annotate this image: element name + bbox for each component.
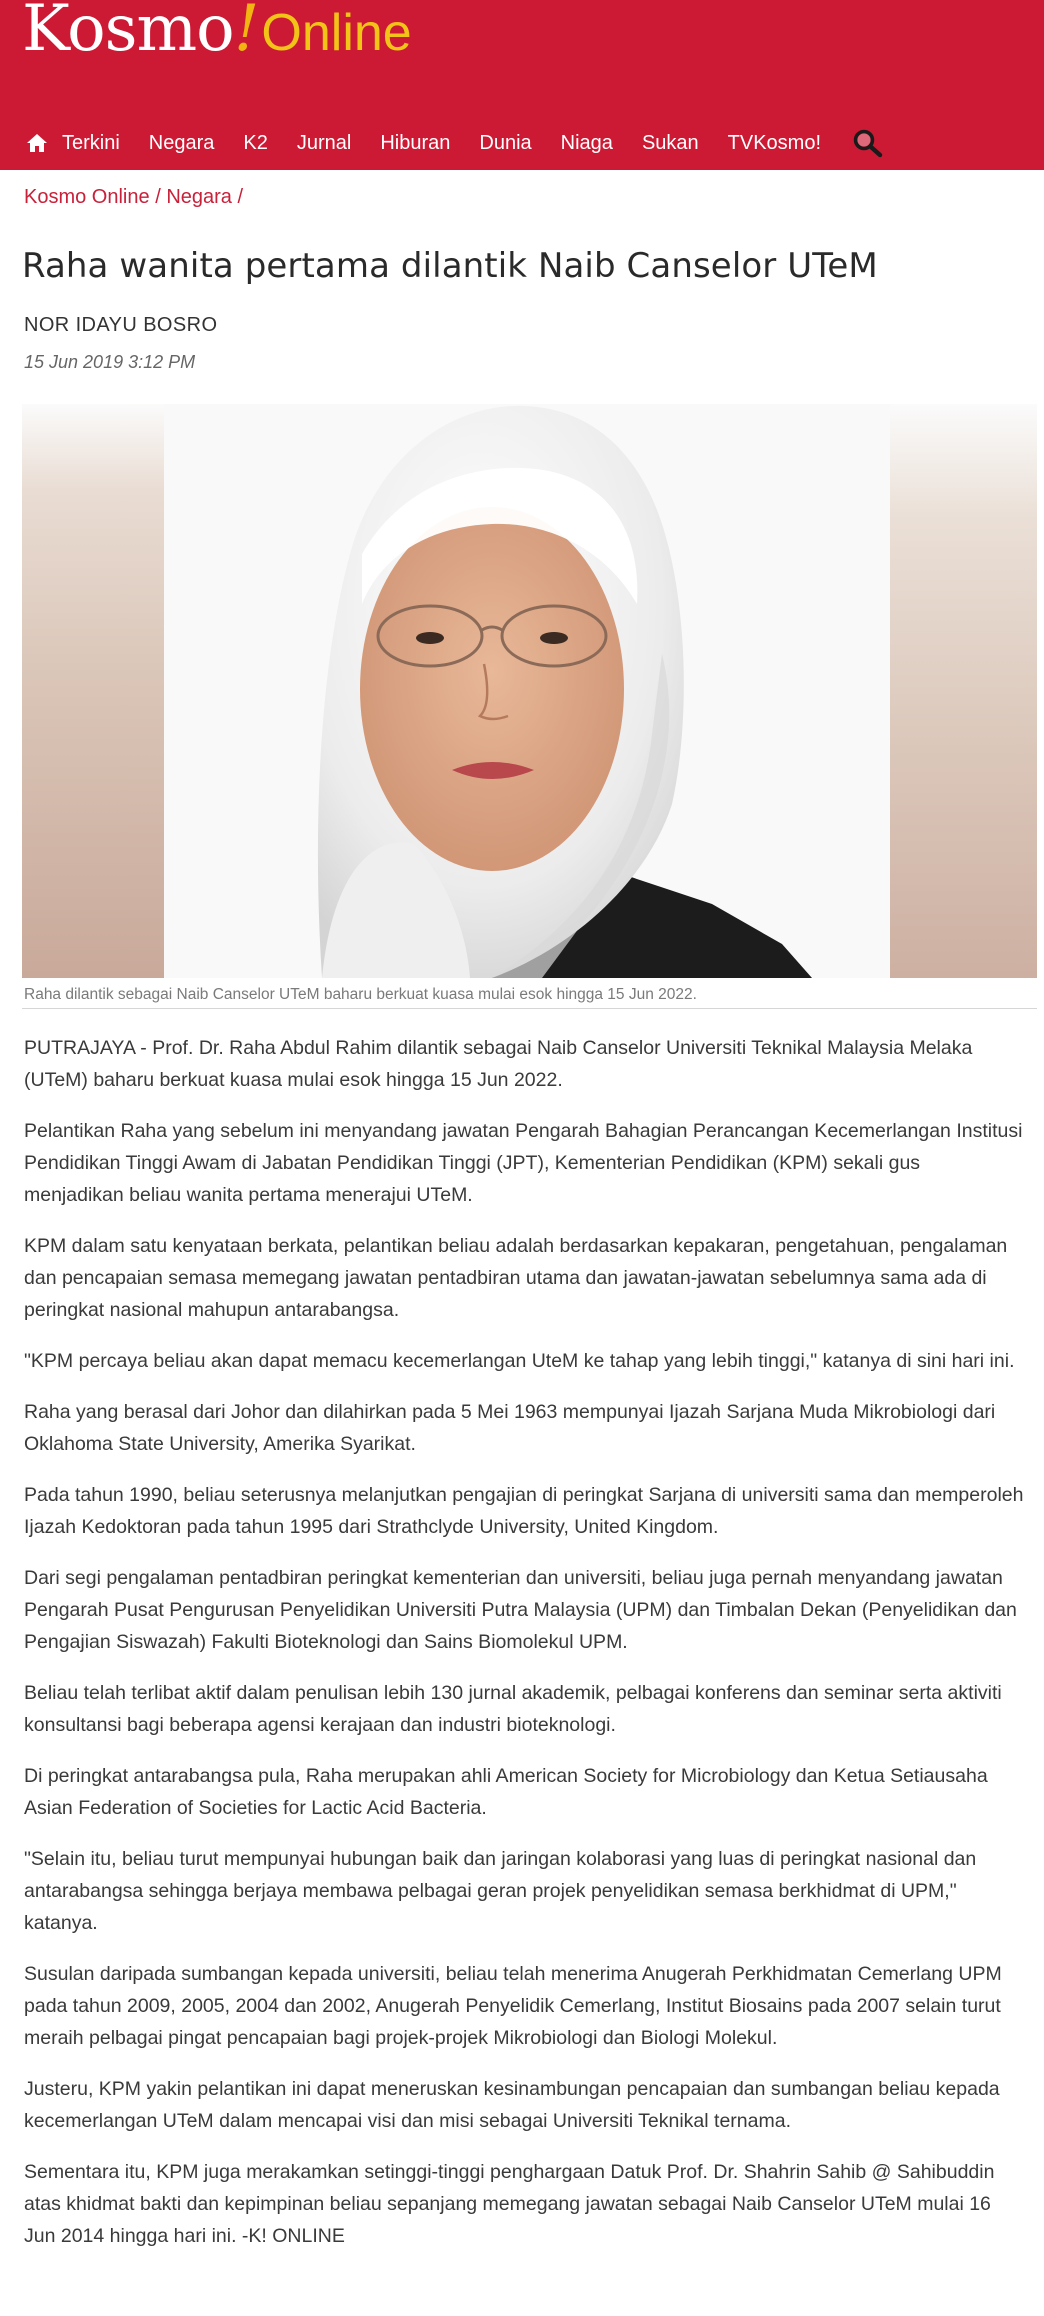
article-paragraph: Raha yang berasal dari Johor dan dilahirkan pada 5 Mei 1963 mempunyai Ijazah Sarjana Muda Mikrobiologi dari Oklahoma State University, Amerika Syarikat. <box>24 1401 996 1455</box>
article-paragraph: Pada tahun 1990, beliau seterusnya melanjutkan pengajian di peringkat Sarjana di universiti sama dan memperoleh Ijazah Kedoktoran pada tahun 1995 dari Strathclyde University, United Kingdom. <box>24 1484 1024 1538</box>
nav-item-hiburan[interactable]: Hiburan <box>380 131 451 154</box>
article-paragraph: Pelantikan Raha yang sebelum ini menyandang jawatan Pengarah Bahagian Perancangan Kecemerlangan Institusi Pendidikan Tinggi Awam di Jabatan Pendidikan Tinggi (JPT), Kementerian Pendidikan (KPM) sekali gus menjadikan beliau wanita pertama menerajui UTeM. <box>24 1120 1023 1206</box>
logo-bang: ! <box>233 0 260 66</box>
breadcrumb-separator: / <box>237 186 244 208</box>
photo-caption: Raha dilantik sebagai Naib Canselor UTeM baharu berkuat kuasa mulai esok hingga 15 Jun 2022. <box>24 986 697 1003</box>
article-paragraph: "KPM percaya beliau akan dapat memacu kecemerlangan UteM ke tahap yang lebih tinggi," katanya di sini hari ini. <box>24 1350 1015 1372</box>
breadcrumb <box>24 186 243 209</box>
article-paragraph: KPM dalam satu kenyataan berkata, pelantikan beliau adalah berdasarkan kepakaran, pengetahuan, pengalaman dan pencapaian semasa memegang jawatan pentadbiran utama dan jawatan-jawatan sebelumnya sama ada di peringkat nasional mahupun antarabangsa. <box>24 1235 1008 1321</box>
article-title: Raha wanita pertama dilantik Naib Canselor UTeM <box>22 246 878 286</box>
article-author[interactable]: NOR IDAYU BOSRO <box>24 314 218 336</box>
nav-item-niaga[interactable]: Niaga <box>560 131 613 154</box>
article-paragraph: Dari segi pengalaman pentadbiran peringkat kementerian dan universiti, beliau juga pernah menyandang jawatan Pengarah Pusat Pengurusan Penyelidikan Universiti Putra Malaysia (UPM) dan Timbalan Dekan (Penyelidikan dan Pengajian Siswazah) Fakulti Bioteknologi dan Sains Biomolekul UPM. <box>24 1567 1017 1653</box>
article-paragraph: PUTRAJAYA - Prof. Dr. Raha Abdul Rahim dilantik sebagai Naib Canselor Universiti Teknikal Malaysia Melaka (UTeM) baharu berkuat kuasa mulai esok hingga 15 Jun 2022. <box>24 1037 973 1091</box>
nav-item-negara[interactable]: Negara <box>148 131 215 154</box>
nav-item-sukan[interactable]: Sukan <box>641 131 699 154</box>
nav-item-k2[interactable]: K2 <box>243 131 268 154</box>
article-paragraph: "Selain itu, beliau turut mempunyai hubungan baik dan jaringan kolaborasi yang luas di peringkat nasional dan antarabangsa sehingga berjaya membawa pelbagai geran projek penyelidikan semasa berkhidmat di UPM," katanya. <box>24 1848 977 1934</box>
site-logo[interactable] <box>22 0 412 72</box>
nav-item-tvkosmo[interactable]: TVKosmo! <box>727 131 822 154</box>
article-paragraph: Di peringkat antarabangsa pula, Raha merupakan ahli American Society for Microbiology dan Ketua Setiausaha Asian Federation of Societies for Lactic Acid Bacteria. <box>24 1765 988 1819</box>
nav-item-terkini[interactable]: Terkini <box>62 131 120 154</box>
article-photo <box>22 404 1037 978</box>
site-header <box>0 0 1044 170</box>
logo-kosmo-text: Kosmo <box>22 0 234 66</box>
search-icon[interactable] <box>852 128 886 158</box>
article-body <box>24 1032 1024 2271</box>
article-paragraph: Sementara itu, KPM juga merakamkan setinggi-tinggi penghargaan Datuk Prof. Dr. Shahrin Sahib @ Sahibuddin atas khidmat bakti dan kepimpinan beliau sepanjang memegang jawatan sebagai Naib Canselor UTeM mulai 16 Jun 2014 hingga hari ini. -K! ONLINE <box>24 2161 995 2247</box>
nav-item-dunia[interactable]: Dunia <box>479 131 532 154</box>
breadcrumb-section-link[interactable]: Negara <box>166 186 232 208</box>
article-date: 15 Jun 2019 3:12 PM <box>24 352 196 372</box>
logo-online-text: Online <box>261 4 412 62</box>
article-paragraph: Susulan daripada sumbangan kepada universiti, beliau telah menerima Anugerah Perkhidmatan Cemerlang UPM pada tahun 2009, 2005, 2004 dan 2002, Anugerah Penyelidik Cemerlang, Institut Biosains pada 2007 selain turut meraih pelbagai pingat pencapaian bagi projek-projek Mikrobiologi dan Biologi Molekul. <box>24 1963 1002 2049</box>
main-nav <box>26 128 886 158</box>
home-icon[interactable] <box>26 132 48 154</box>
nav-item-jurnal[interactable]: Jurnal <box>296 131 352 154</box>
breadcrumb-separator: / <box>155 186 161 208</box>
breadcrumb-home-link[interactable]: Kosmo Online <box>24 186 150 208</box>
article-paragraph: Beliau telah terlibat aktif dalam penulisan lebih 130 jurnal akademik, pelbagai konferens dan seminar serta aktiviti konsultansi bagi beberapa agensi kerajaan dan industri bioteknologi. <box>24 1682 1002 1736</box>
article-paragraph: Justeru, KPM yakin pelantikan ini dapat meneruskan kesinambungan pencapaian dan sumbangan beliau kepada kecemerlangan UTeM dalam mencapai visi dan misi sebagai Universiti Teknikal ternama. <box>24 2078 1000 2132</box>
caption-divider <box>22 1008 1037 1009</box>
